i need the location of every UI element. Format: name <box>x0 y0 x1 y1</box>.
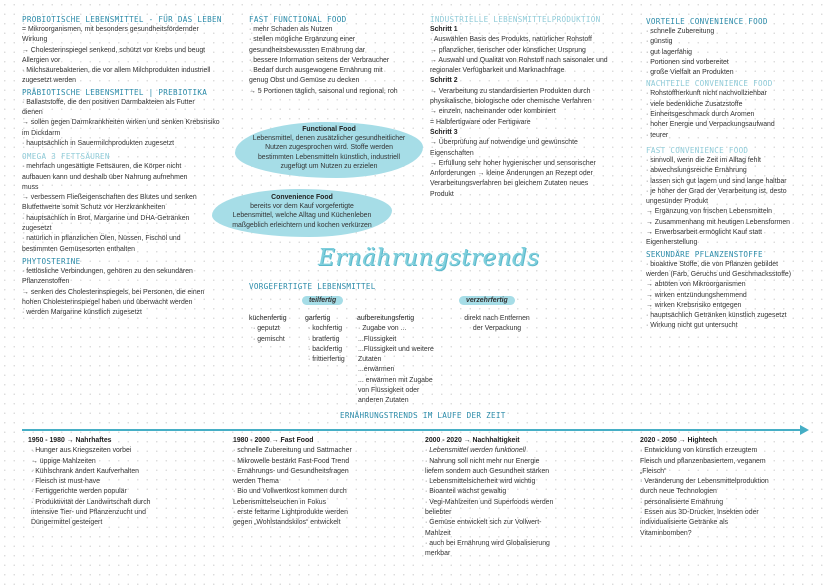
text-line: · Nahrung soll nicht mehr nur Energie <box>425 457 540 465</box>
text-line: · Hunger aus Kriegszeiten vorbei <box>31 447 132 455</box>
list-contra-convenience <box>646 89 821 140</box>
list-fast-convenience <box>646 156 821 249</box>
text-line: muss <box>22 183 39 191</box>
text-line: → pflanzlicher, tierischer oder künstlicher Ursprung <box>430 46 586 54</box>
text-line: · je höher der Grad der Verarbeitung ist, desto <box>646 187 787 195</box>
list-step3 <box>430 138 640 200</box>
text-line: maßgeblich erleichtern und kochen verkürzen <box>232 221 372 229</box>
text-line: → verbessern Fließeigenschaften des Blutes und senken <box>22 194 197 202</box>
text-line: · abwechslungsreiche Ernährung <box>646 167 747 175</box>
text-line: · günstig <box>646 38 673 46</box>
text-line: · schnelle Zubereitung und Sattmacher <box>233 447 352 455</box>
column-fast-functional <box>249 14 424 97</box>
text-line: · Rohstoffherkunft nicht nachvollziehbar <box>646 90 767 98</box>
column-convenience <box>646 16 821 332</box>
text-line: · natürlich in pflanzlichen Ölen, Nüssen, Fischöl und <box>22 235 181 243</box>
text-line: · Produktivität der Landwirtschaft durch <box>31 498 151 506</box>
text-line: aufbauen kann und deshalb über Nahrung aufnehmen <box>22 173 188 181</box>
text-line: Düngermittel gesteigert <box>31 519 103 527</box>
text-line: zugesetzt werden <box>22 77 77 85</box>
heading-fast-convenience: FAST CONVENIENCE FOOD <box>646 145 749 155</box>
ready-to-eat-lines <box>452 314 542 335</box>
heading-secondary-plants: SEKUNDÄRE PFLANZENSTOFFE <box>646 249 763 259</box>
list-phytosterine <box>22 267 242 318</box>
text-line: · bessere Information seitens der Verbraucher <box>249 56 390 64</box>
text-line: Eigenschaften <box>430 149 474 157</box>
text-line: · hauptsächlich in Sauermilchprodukten zugesetzt <box>22 139 175 147</box>
text-line: Mahlzeit <box>425 529 451 537</box>
text-line: · lassen sich gut lagern und sind lange haltbar <box>646 177 787 185</box>
era-2020-lines <box>640 446 820 539</box>
heading-phytosterine: PHYTOSTERINE <box>22 256 81 266</box>
text-line: beliebter <box>425 509 452 517</box>
list-fast-functional-food <box>249 25 424 97</box>
text-line: · Vegi-Mahlzeiten und Superfoods werden <box>425 498 554 506</box>
text-line: · Einheitsgeschmack durch Aromen <box>646 111 755 119</box>
convenience-food-definition <box>212 193 392 230</box>
text-line: Blutfettwerte somit Schutz vor Herzkrankheiten <box>22 204 166 212</box>
list-prebiotic <box>22 98 242 149</box>
text-line: · Portionen sind vorbereitet <box>646 58 729 66</box>
text-line: → Erwerbsarbeit ermöglicht Kauf statt <box>646 229 763 237</box>
list-omega3 <box>22 162 242 255</box>
heading-fast-functional-food: FAST FUNCTIONAL FOOD <box>249 15 347 24</box>
text-line: = Mikroorganismen, mit besonders gesundheitsfördernder <box>22 26 199 33</box>
text-line: merkbar <box>425 550 451 558</box>
era-2000-lines <box>425 446 625 559</box>
text-line: Fleisch und pflanzenbasiertem, veganem <box>640 457 766 465</box>
text-line: → abtöten von Mikroorganismen <box>646 281 746 289</box>
text-line: → Auswahl und Qualität von Rohstoff nach saisonaler und <box>430 56 608 64</box>
text-line: · Bioanteil wächst gewaltig <box>425 488 507 496</box>
kitchen-ready-items <box>249 324 309 345</box>
text-line: · teurer <box>646 131 669 139</box>
text-line: dienen <box>22 109 43 117</box>
era-1980-2000 <box>233 436 423 529</box>
text-line: · Ballaststoffe, die den positiven Darmbakteien als Futter <box>22 98 195 106</box>
text-line: · Gemüse entwickelt sich zur Vollwert- <box>425 519 542 527</box>
main-title: Ernährungstrends <box>318 245 540 271</box>
text-line: · Entwicklung von künstlich erzeugtem <box>640 447 758 455</box>
text-line: Zutaten <box>358 356 382 364</box>
list-pro-convenience <box>646 27 821 78</box>
text-line: liefern sondern auch Gesundheit stärken <box>425 467 550 475</box>
kitchen-ready-title: küchenfertig <box>249 315 287 322</box>
text-line: · Lebensmittel werden funktionell <box>425 447 526 455</box>
prep-ready-items <box>357 324 457 406</box>
functional-food-definition <box>238 125 420 171</box>
text-line: zugesetzt <box>22 225 52 233</box>
text-line: Verarbeitungsverfahren bei gleichem Zutaten neues <box>430 180 589 188</box>
heading-probiotic: PROBIOTISCHE LEBENSMITTEL - FÜR DAS LEBEN <box>22 15 222 24</box>
pill-ready-to-eat: verzehrfertig <box>459 296 515 305</box>
text-line: → Cholesterinspiegel senkend, schützt vor Krebs und beugt <box>22 46 206 54</box>
text-line: → Zusammenhang mit heutigen Lebensformen <box>646 218 791 226</box>
text-line: Wirkung <box>22 36 48 44</box>
text-line: von Flüssigkeit oder <box>358 387 420 395</box>
text-line: bestimmten Gemüsesorten enthalten <box>22 245 135 253</box>
text-line: · hoher Energie und Verpackungsaufwand <box>646 121 775 129</box>
text-line: · Wirkung nicht gut untersucht <box>646 322 738 330</box>
text-line: Eigenherstellung <box>646 239 698 247</box>
text-line: · Zugabe von ... <box>358 325 407 333</box>
era-2000-2020 <box>425 436 625 560</box>
text-line: · Lebensmittelsicherheit wird wichtig <box>425 478 536 486</box>
text-line: · Kühlschrank ändert Kaufverhalten <box>31 467 140 475</box>
text-line: im Dickdarm <box>22 129 61 137</box>
text-line: · hauptsächlich Getränken künstlich zugesetzt <box>646 312 787 320</box>
heading-pro-convenience: VORTEILE CONVENIENCE FOOD <box>646 17 768 26</box>
text-line: → üppige Mahlzeiten <box>31 457 96 465</box>
text-line: · werden Margarine künstlich zugesetzt <box>22 309 142 317</box>
text-line: · große Vielfalt an Produkten <box>646 69 734 77</box>
functional-food-title: Functional Food <box>302 126 356 133</box>
text-line: Lebensmittel, welche Alltag und Küchenleben <box>232 212 372 220</box>
text-line: · Fertiggerichte werden populär <box>31 488 127 496</box>
text-line: · geputzt <box>253 325 280 333</box>
text-line: → Ergänzung von frischen Lebensmitteln <box>646 208 773 216</box>
text-line: · Essen aus 3D-Drucker, Insekten oder <box>640 509 759 517</box>
text-line: · viele bedenkliche Zusatzstoffe <box>646 100 743 108</box>
text-line: · mehr Schaden als Nutzen <box>249 26 333 33</box>
text-line: · Bio und Vollwertkost kommen durch <box>233 488 347 496</box>
text-line: · frittierfertig <box>308 356 345 364</box>
list-secondary-plants <box>646 260 821 332</box>
text-line: → 5 Portionen täglich, saisonal und regional, roh <box>249 87 398 95</box>
list-step1 <box>430 35 640 76</box>
text-line: ungesünder Produkt <box>646 198 709 206</box>
text-line: · Bedarf durch ausgewogene Ernährung mit <box>249 67 383 75</box>
text-line: Pflanzenstoffen <box>22 278 70 286</box>
timeline-arrow-line <box>22 429 802 431</box>
column-industrial-production <box>430 14 640 200</box>
list-probiotic <box>22 25 242 87</box>
timeline-title: ERNÄHRUNGSTRENDS IM LAUFE DER ZEIT <box>340 411 506 420</box>
prep-ready-title: aufbereitungsfertig <box>357 315 415 322</box>
text-line: → Erfüllung sehr hoher hygienischer und sensorischer <box>430 159 596 167</box>
cook-ready-title: garfertig <box>305 315 331 322</box>
text-line: · Mikrowelle bestärkt Fast-Food Trend <box>233 457 350 465</box>
timeline-arrow-head <box>800 425 809 435</box>
text-line: Lebensmittelseuchen in Fokus <box>233 498 327 506</box>
era-2000-label: 2000 - 2020 → Nachhaltigkeit <box>425 437 520 444</box>
text-line: → sollen gegen Darmkrankheiten wirken und senken Krebsrisiko <box>22 119 220 127</box>
step3-title: Schritt 3 <box>430 128 458 136</box>
text-line: bestimmten Lebensmitteln künstlich, industriell <box>257 153 401 161</box>
list-step2 <box>430 87 640 128</box>
text-line: „Fleisch“ <box>640 467 667 475</box>
heading-industrial-production: INDUSTRIELLE LEBENSMITTELPRODUKTION <box>430 15 601 24</box>
prefab-section <box>249 281 639 292</box>
text-line: · Auswählen Basis des Produkts, natürlicher Rohstoff <box>430 36 592 44</box>
era-1950-lines <box>28 446 223 528</box>
text-line: → einzeln, nacheinander oder kombiniert <box>430 108 556 116</box>
era-1980-label: 1980 - 2000 → Fast Food <box>233 437 314 444</box>
text-line: Allergien vor <box>22 56 61 64</box>
text-line: Nutzen zugesprochen wird. Stoffe werden <box>265 144 393 152</box>
text-line: · Milchsäurebakterien, die vor allem Milchprodukten industriell <box>22 67 211 75</box>
text-line: · erste fettarme Lightprodukte werden <box>233 509 348 517</box>
text-line: Lebensmittel, denen zusätzlicher gesundheitlicher <box>252 135 406 143</box>
text-line: · fettlösliche Verbindungen, gehören zu den sekundären <box>22 267 193 275</box>
text-line: · stellen mögliche Ergänzung einer <box>249 36 356 44</box>
text-line: Anforderungen → kleine Änderungen an Rezept oder <box>430 170 593 178</box>
text-line: hohen Cholesterinspiegel haben und überwacht werden <box>22 298 193 306</box>
text-line: = Halbfertigware oder Fertigware <box>430 118 531 126</box>
cook-ready-group <box>305 314 365 365</box>
text-line: · gut lagerfähig <box>646 48 692 56</box>
text-line: · schnelle Zubereitung <box>646 28 715 35</box>
text-line: der Verpackung <box>472 325 522 333</box>
pill-partial-ready: teilfertig <box>302 296 343 305</box>
text-line: · kochfertig <box>308 325 343 333</box>
text-line: → Verarbeitung zu standardisierten Produkten durch <box>430 87 591 95</box>
text-line: · Ernährungs- und Gesundheitsfragen <box>233 467 349 475</box>
text-line: werden (Farb, Geruchs und Geschmacksstoffe) <box>646 270 792 278</box>
text-line: individualisierte Getränke als <box>640 519 729 527</box>
text-line: ...Flüssigkeit und weitere <box>358 345 434 353</box>
step2-title: Schritt 2 <box>430 77 458 85</box>
text-line: · bioaktive Stoffe, die von Pflanzen gebildet <box>646 260 779 268</box>
heading-omega3: OMEGA 3 FETTSÄUREN <box>22 152 110 162</box>
kitchen-ready-group <box>249 314 309 345</box>
cook-ready-items <box>305 324 365 365</box>
text-line: bereits vor dem Kauf vorgefertigte <box>250 203 354 211</box>
text-line: gesundheitsbewussten Ernährung dar <box>249 46 366 54</box>
text-line: · auch bei Ernährung wird Globalisierung <box>425 539 550 547</box>
text-line: durch neue Technologien <box>640 488 717 496</box>
ready-to-eat-group <box>452 314 542 335</box>
text-line: direkt nach Entfernen <box>464 315 530 322</box>
text-line: · Fleisch ist must-have <box>31 478 100 486</box>
text-line: Produkt <box>430 190 454 198</box>
heading-prefab: VORGEFERTIGTE LEBENSMITTEL <box>249 282 376 291</box>
text-line: · bratfertig <box>308 335 340 343</box>
text-line: gegen „Wohlstandskilos“ entwickelt <box>233 519 341 527</box>
heading-prebiotic: PRÄBIOTISCHE LEBENSMITTEL | PREBIOTIKA <box>22 87 208 97</box>
text-line: intensive Tier- und Pflanzenzucht und <box>31 509 146 517</box>
text-line: → Überprüfung auf notwendige und gewünschte <box>430 139 578 147</box>
text-line: werden Thema <box>233 478 279 486</box>
text-line: → wirken entzündungshemmend <box>646 291 747 299</box>
text-line: · backfertig <box>308 345 343 353</box>
convenience-food-lines <box>212 202 392 230</box>
text-line: anderen Zutaten <box>358 397 409 405</box>
era-1950-1980 <box>28 436 223 529</box>
heading-contra-convenience: NACHTEILE CONVENIENCE FOOD <box>646 79 773 89</box>
functional-food-lines <box>238 134 420 171</box>
text-line: ...erwärmen <box>358 366 395 374</box>
text-line: genug Obst und Gemüse zu decken <box>249 77 360 85</box>
era-1950-label: 1950 - 1980 → Nahrhaftes <box>28 437 112 444</box>
text-line: ... erwärmen mit Zugabe <box>358 376 433 384</box>
text-line: · mehrfach ungesättigte Fettsäuren, die Körper nicht <box>22 163 182 171</box>
convenience-food-title: Convenience Food <box>271 194 333 201</box>
step1-title: Schritt 1 <box>430 26 458 33</box>
text-line: physikalische, biologische oder chemische Verfahren <box>430 98 592 106</box>
column-nutrition-types <box>22 14 242 318</box>
text-line: Vitaminbomben? <box>640 529 692 537</box>
text-line: → wirken Krebsrisiko entgegen <box>646 301 742 309</box>
text-line: · personalisierte Ernährung <box>640 498 724 506</box>
prep-ready-group <box>357 314 457 407</box>
text-line: · Veränderung der Lebensmittelproduktion <box>640 478 769 486</box>
text-line: ...Flüssigkeit <box>358 335 397 343</box>
text-line: · gemischt <box>253 335 285 343</box>
text-line: → senken des Cholesterinspiegels, bei Personen, die einen <box>22 288 205 296</box>
text-line: zugefügt um Nutzen zu erzielen <box>280 162 378 170</box>
text-line: regionaler Verfügbarkeit und Marknachfrage <box>430 67 565 75</box>
era-1980-lines <box>233 446 423 528</box>
era-2020-2050 <box>640 436 820 539</box>
era-2020-label: 2020 - 2050 → Hightech <box>640 437 717 444</box>
text-line: · hauptsächlich in Brot, Margarine und DHA-Getränken <box>22 214 190 222</box>
text-line: · sinnvoll, wenn die Zeit im Alltag fehlt <box>646 156 761 164</box>
